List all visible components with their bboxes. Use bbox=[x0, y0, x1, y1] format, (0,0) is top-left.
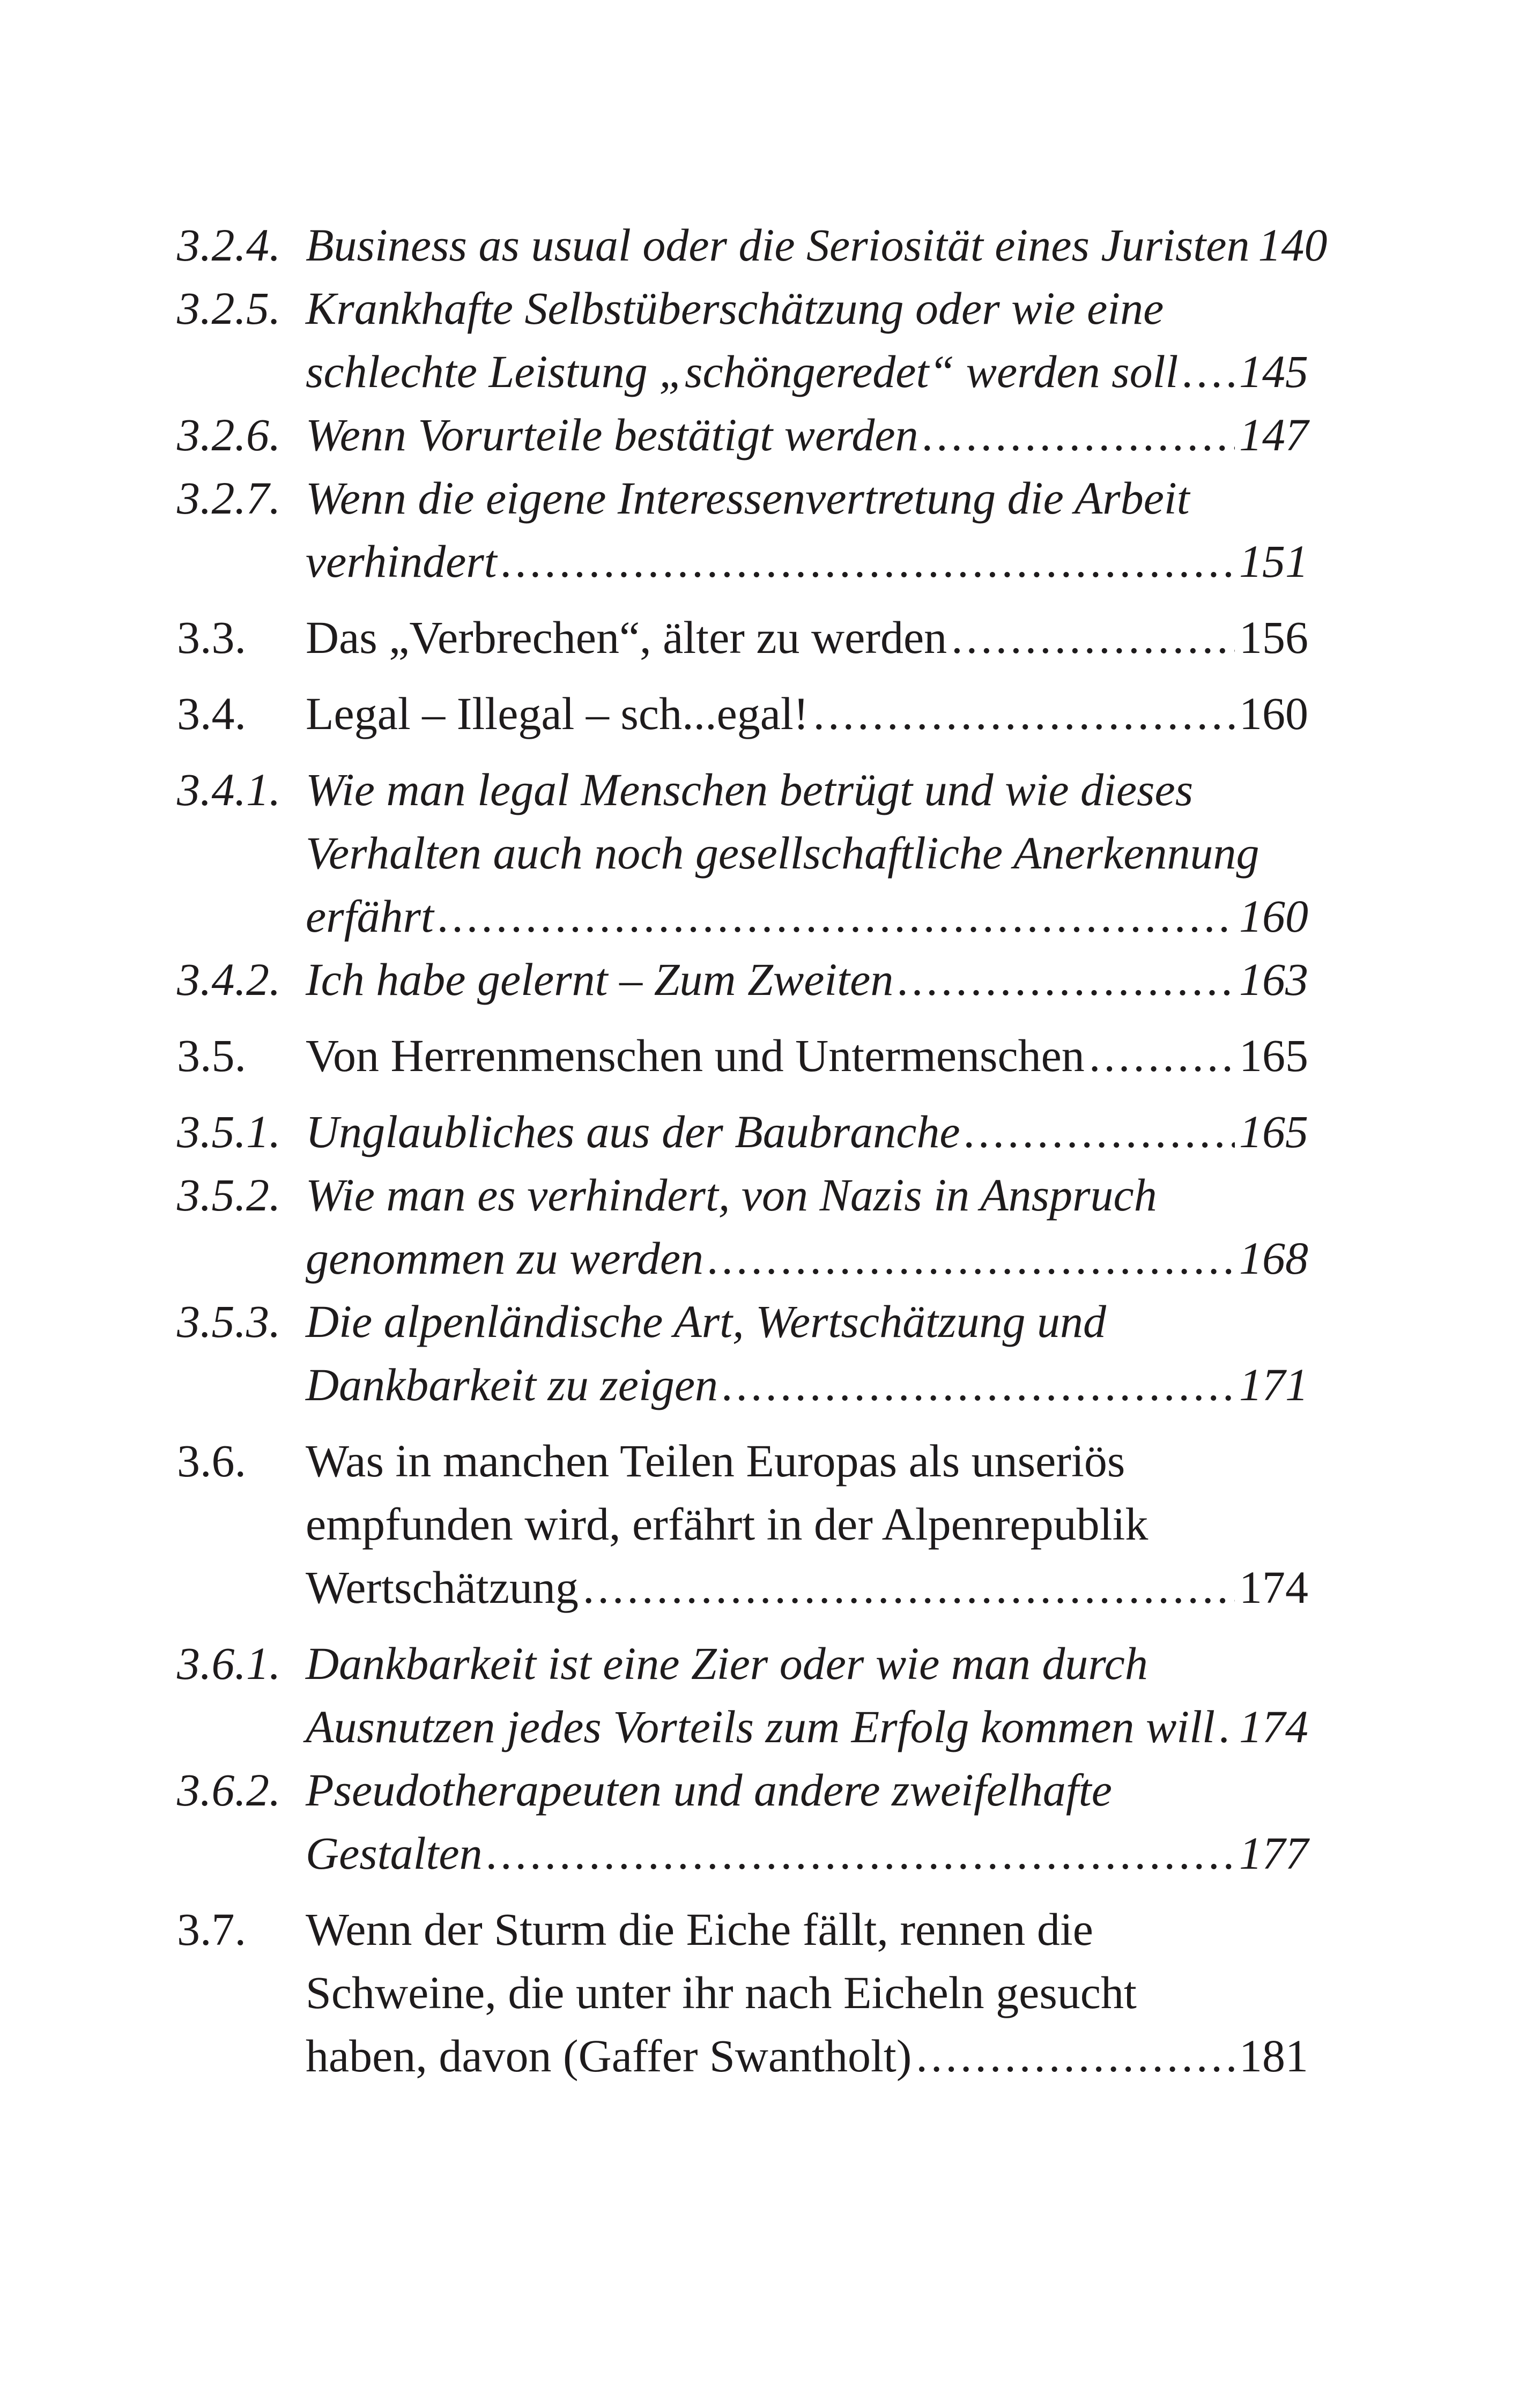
dot-leader bbox=[1219, 1695, 1235, 1758]
toc-entry-title-line: Legal – Illegal – sch...egal! bbox=[306, 688, 809, 739]
toc-entry-page-number: 163 bbox=[1239, 954, 1308, 1005]
toc-entry-title-line: Wenn die eigene Interessenvertretung die Arbeit bbox=[306, 472, 1190, 524]
toc-entry-number: 3.4. bbox=[177, 688, 246, 739]
toc-entry-title-line: Wie man legal Menschen betrügt und wie dieses bbox=[306, 764, 1194, 815]
toc-entry-page-number: 181 bbox=[1239, 2030, 1308, 2082]
toc-entry-title-line: genommen zu werden bbox=[306, 1232, 704, 1284]
toc-entry-title-line: Schweine, die unter ihr nach Eicheln gesucht bbox=[306, 1967, 1137, 2018]
toc-entry-page-number: 151 bbox=[1239, 536, 1308, 587]
toc-entry bbox=[177, 606, 1308, 669]
toc-entry-title-line: Von Herrenmenschen und Untermenschen bbox=[306, 1030, 1085, 1081]
dot-leader bbox=[813, 682, 1235, 745]
toc-entry-title-line: Wenn der Sturm die Eiche fällt, rennen die bbox=[306, 1904, 1093, 1955]
dot-leader bbox=[898, 948, 1235, 1011]
toc-entry-title-line: erfährt bbox=[306, 890, 434, 942]
toc-entry-page-number: 177 bbox=[1239, 1827, 1308, 1879]
toc-entry-title-line: Wenn Vorurteile bestätigt werden bbox=[306, 409, 918, 460]
toc-entry bbox=[177, 1290, 1308, 1416]
toc-entry-number: 3.7. bbox=[177, 1904, 246, 1955]
toc-entry-title-line: Wertschätzung bbox=[306, 1562, 579, 1613]
toc-entry bbox=[177, 1100, 1308, 1163]
toc-entry-number: 3.6.1. bbox=[177, 1638, 281, 1689]
toc-entry-number: 3.5.1. bbox=[177, 1106, 281, 1157]
toc-entry-page-number: 174 bbox=[1239, 1562, 1308, 1613]
toc-entry bbox=[177, 1163, 1308, 1290]
toc-entry-page-number: 160 bbox=[1239, 890, 1308, 942]
toc-entry-number: 3.6.2. bbox=[177, 1764, 281, 1816]
toc-entry-page-number: 160 bbox=[1239, 688, 1308, 739]
toc-entry-title-line: verhindert bbox=[306, 536, 497, 587]
toc-entry-number: 3.4.2. bbox=[177, 954, 281, 1005]
toc-entry bbox=[177, 1429, 1308, 1619]
toc-entry-title-line: Ausnutzen jedes Vorteils zum Erfolg kommen will bbox=[306, 1701, 1215, 1752]
toc-entry-number: 3.2.4. bbox=[177, 219, 281, 271]
dot-leader bbox=[722, 1353, 1235, 1416]
toc-entry-number: 3.6. bbox=[177, 1435, 246, 1487]
toc-entry-number: 3.5.3. bbox=[177, 1296, 281, 1347]
toc-entry bbox=[177, 1758, 1308, 1885]
toc-entry bbox=[177, 1024, 1308, 1087]
toc-entry-page-number: 156 bbox=[1239, 612, 1308, 663]
dot-leader bbox=[1182, 340, 1235, 403]
toc-entry-title-line: Dankbarkeit ist eine Zier oder wie man durch bbox=[306, 1638, 1148, 1689]
toc-entry-title-line: Ich habe gelernt – Zum Zweiten bbox=[306, 954, 894, 1005]
toc-entry-number: 3.2.5. bbox=[177, 283, 281, 334]
toc-entry-number: 3.2.7. bbox=[177, 472, 281, 524]
toc-entry-title-line: Business as usual oder die Seriosität eines Juristen bbox=[306, 219, 1250, 271]
toc-entry bbox=[177, 682, 1308, 745]
toc-entry-page-number: 140 bbox=[1258, 219, 1328, 271]
toc-entry-title-line: Was in manchen Teilen Europas als unseriös bbox=[306, 1435, 1125, 1487]
dot-leader bbox=[1089, 1024, 1235, 1087]
toc-entry-page-number: 165 bbox=[1239, 1030, 1308, 1081]
toc-entry bbox=[177, 466, 1308, 593]
toc-entry-page-number: 174 bbox=[1239, 1701, 1308, 1752]
toc-entry-title-line: Das „Verbrechen“, älter zu werden bbox=[306, 612, 947, 663]
toc-entry-page-number: 147 bbox=[1239, 409, 1308, 460]
toc-entry-title-line: empfunden wird, erfährt in der Alpenrepublik bbox=[306, 1498, 1148, 1550]
table-of-contents bbox=[177, 213, 1328, 2087]
toc-entry-title-line: Wie man es verhindert, von Nazis in Anspruch bbox=[306, 1169, 1157, 1221]
toc-entry-page-number: 168 bbox=[1239, 1232, 1308, 1284]
toc-entry-number: 3.4.1. bbox=[177, 764, 281, 815]
toc-entry bbox=[177, 758, 1308, 948]
dot-leader bbox=[951, 606, 1235, 669]
toc-entry-title-line: Krankhafte Selbstüberschätzung oder wie eine bbox=[306, 283, 1164, 334]
dot-leader bbox=[583, 1556, 1235, 1619]
dot-leader bbox=[708, 1227, 1235, 1290]
dot-leader bbox=[923, 403, 1235, 466]
toc-entry bbox=[177, 1632, 1308, 1758]
toc-entry-number: 3.5.2. bbox=[177, 1169, 281, 1221]
dot-leader bbox=[501, 530, 1235, 593]
toc-entry-title-line: Verhalten auch noch gesellschaftliche Anerkennung bbox=[306, 827, 1259, 879]
toc-entry-number: 3.5. bbox=[177, 1030, 246, 1081]
toc-entry bbox=[177, 213, 1328, 277]
toc-entry-title-line: Unglaubliches aus der Baubranche bbox=[306, 1106, 960, 1157]
toc-entry-title-line: Gestalten bbox=[306, 1827, 483, 1879]
toc-entry-page-number: 165 bbox=[1239, 1106, 1308, 1157]
dot-leader bbox=[438, 885, 1235, 948]
toc-entry-number: 3.3. bbox=[177, 612, 246, 663]
toc-entry-title-line: schlechte Leistung „schöngeredet“ werden soll bbox=[306, 346, 1179, 397]
toc-entry-title-line: Pseudotherapeuten und andere zweifelhafte bbox=[306, 1764, 1112, 1816]
toc-entry-number: 3.2.6. bbox=[177, 409, 281, 460]
toc-entry bbox=[177, 403, 1308, 466]
dot-leader bbox=[965, 1100, 1235, 1163]
toc-entry-title-line: haben, davon (Gaffer Swantholt) bbox=[306, 2030, 912, 2082]
toc-entry-title-line: Die alpenländische Art, Wertschätzung und bbox=[306, 1296, 1106, 1347]
dot-leader bbox=[487, 1822, 1235, 1885]
toc-entry-title-line: Dankbarkeit zu zeigen bbox=[306, 1359, 718, 1410]
toc-entry-page-number: 171 bbox=[1239, 1359, 1308, 1410]
toc-entry bbox=[177, 948, 1308, 1011]
toc-entry bbox=[177, 277, 1308, 403]
toc-entry bbox=[177, 1898, 1308, 2087]
toc-entry-page-number: 145 bbox=[1239, 346, 1308, 397]
dot-leader bbox=[916, 2024, 1235, 2087]
